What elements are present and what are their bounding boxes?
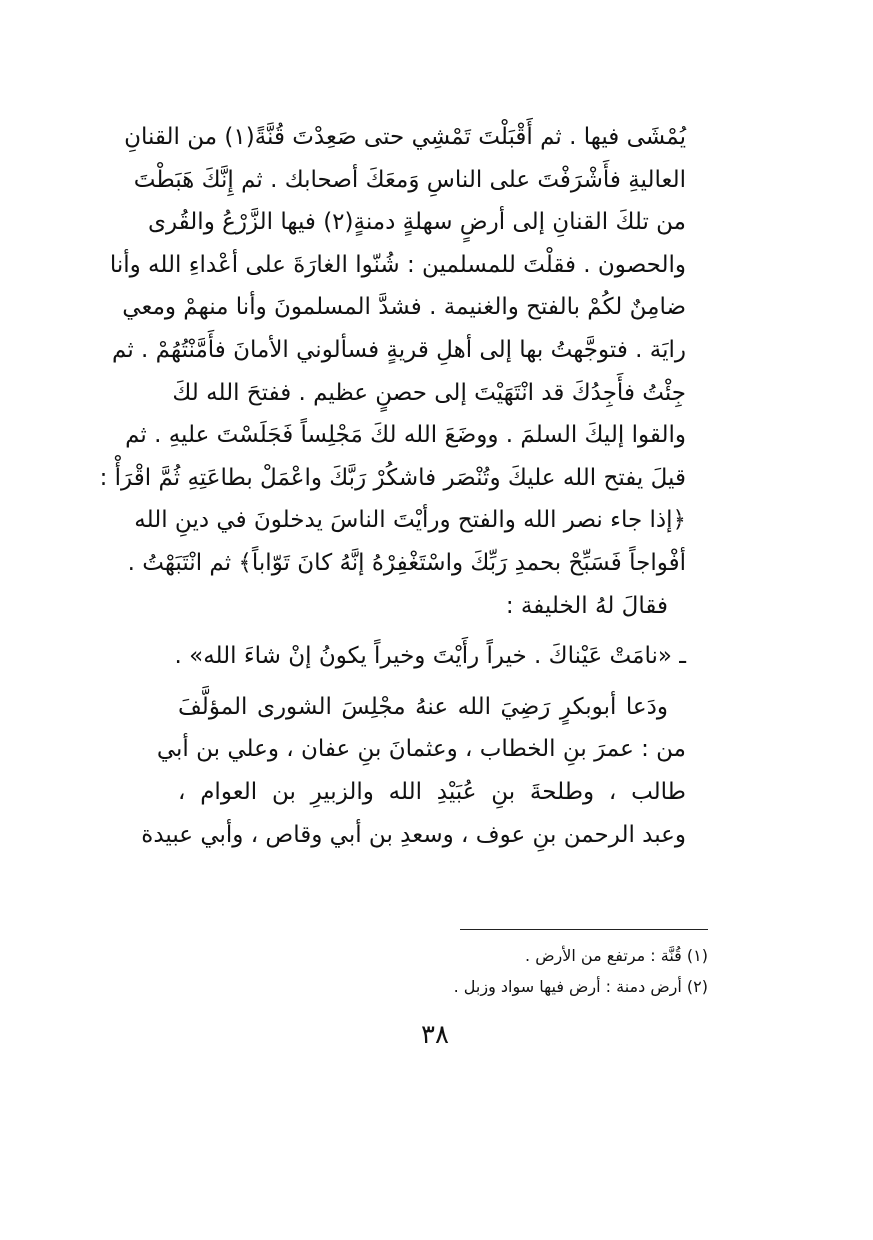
caliph-reply-line: ـ «نامَتْ عَيْناكَ . خيراً رأَيْتَ وخيراً يكونُ إنْ شاءَ الله» . <box>174 643 686 670</box>
council-line: وعبد الرحمن بنِ عوف ، وسعدِ بن أبي وقاص ، وأبي عبيدة <box>141 821 686 848</box>
council-line: طالب ، وطلحةَ بنِ عُبَيْدِ الله والزبيرِ بن العوام ، <box>178 778 686 805</box>
footnote-separator <box>460 929 708 930</box>
page-number: ٣٨ <box>421 1020 449 1050</box>
quran-verse-line: ﴿إذا جاء نصر الله والفتح ورأيْتَ الناسَ يدخلونَ في دينِ الله <box>134 507 686 534</box>
quran-verse-line: أفْواجاً فَسَبِّحْ بحمدِ رَبِّكَ واسْتَغْفِرْهُ إنَّهُ كانَ تَوّاباً﴾ ثم انْتَبَهْتُ . <box>127 549 686 576</box>
text-line: ضامِنٌ لكُمْ بالفتح والغنيمة . فشدَّ المسلمونَ وأنا منهمْ ومعي <box>122 294 686 321</box>
council-line: ودَعا أبوبكرٍ رَضِيَ الله عنهُ مجْلِسَ الشورى المؤلَّفَ <box>178 693 668 720</box>
text-line: قيلَ يفتح الله عليكَ وتُنْصَر فاشكُرْ رَبَّكَ واعْمَلْ بطاعَتِهِ ثُمَّ اقْرَأْ : <box>99 464 686 491</box>
text-line: والقوا إليكَ السلمَ . ووضَعَ الله لكَ مَجْلِساً فَجَلَسْتَ عليهِ . ثم <box>125 422 686 449</box>
caliph-said-line: فقالَ لهُ الخليفة : <box>505 592 668 619</box>
footnotes <box>300 940 708 1002</box>
footnote-1: (١) قُنَّة : مرتفع من الأرض . <box>525 946 708 965</box>
paragraph-gap <box>178 678 686 686</box>
text-line: جِئْتُ فأَجِدُكَ قد انْتَهَيْتَ إلى حصنٍ عظيم . ففتحَ الله لكَ <box>172 379 686 406</box>
main-text <box>99 116 686 856</box>
text-line: العاليةِ فأَشْرَفْتَ على الناسِ وَمعَكَ أصحابك . ثم إِنَّكَ هَبَطْتَ <box>133 166 686 193</box>
footnote-2: (٢) أرض دمنة : أرض فيها سواد وزبل . <box>453 977 708 996</box>
text-line: رايَة . فتوجَّهتُ بها إلى أهلِ قريةٍ فسألوني الأمانَ فأَمَّنْتُهُمْ . ثم <box>112 336 686 363</box>
council-line: من : عمرَ بنِ الخطاب ، وعثمانَ بنِ عفان ، وعلي بن أبي <box>156 736 686 763</box>
text-line: يُمْشَى فيها . ثم أَقْبَلْتَ تَمْشِي حتى صَعِدْتَ قُنَّةً(١) من القنانِ <box>124 124 686 150</box>
paragraph-gap <box>178 627 686 635</box>
text-line: والحصون . فقلْتَ للمسلمين : شُنّوا الغارَةَ على أعْداءِ الله وأنا <box>109 251 686 278</box>
text-line: من تلكَ القنانِ إلى أرضٍ سهلةٍ دمنةٍ(٢) فيها الزَّرْعُ والقُرى <box>147 209 686 236</box>
